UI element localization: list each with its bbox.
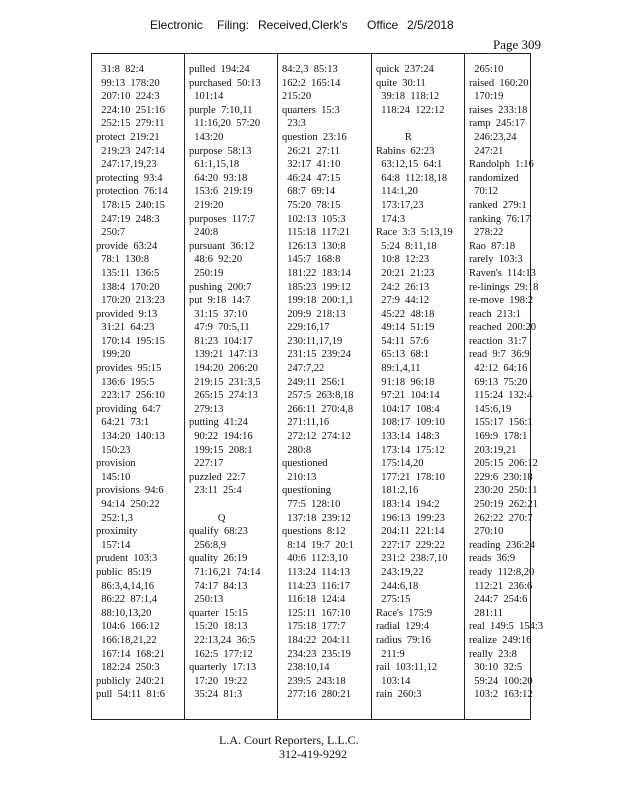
- index-entry: radius 79:16: [376, 634, 431, 646]
- index-entry: reached 200:20: [469, 322, 537, 334]
- index-entry: 219:23 247:14: [96, 145, 165, 157]
- index-entry: 265:10: [469, 64, 504, 75]
- index-entry: 134:20 140:13: [96, 431, 165, 443]
- index-entry: 26:21 27:11: [282, 145, 340, 157]
- index-entry: 115:24 132:4: [469, 390, 533, 402]
- index-entry: quick 237:24: [376, 64, 434, 75]
- index-entry: pulled 194:24: [189, 64, 250, 75]
- index-entry: questions 8:12: [282, 526, 346, 538]
- index-entry: 223:17 256:10: [96, 390, 165, 402]
- index-entry: 249:11 256:1: [282, 376, 346, 388]
- index-entry: 227:17: [189, 458, 224, 470]
- index-entry: 97:21 104:14: [376, 390, 440, 402]
- index-entry: 234:23 235:19: [282, 648, 351, 660]
- index-entry: 65:13 68:1: [376, 349, 430, 361]
- index-entry: 246:23,24: [469, 131, 517, 143]
- index-entry: 99:13 178:20: [96, 77, 160, 89]
- index-entry: 20:21 21:23: [376, 267, 435, 279]
- index-entry: 252:15 279:11: [96, 118, 165, 130]
- index-entry: raises 233:18: [469, 104, 528, 116]
- index-entry: 90:22 194:16: [189, 431, 253, 443]
- index-entry: 244:6,18: [376, 580, 419, 592]
- index-entry: [189, 498, 261, 512]
- index-entry: 205:15 206:12: [469, 458, 538, 470]
- index-entry: 69:13 75:20: [469, 376, 528, 388]
- index-entry: 133:14 148:3: [376, 431, 440, 443]
- index-entry: 162:5 177:12: [189, 648, 253, 660]
- index-entry: 64:8 112:18,18: [376, 172, 448, 184]
- index-entry: 17:20 19:22: [189, 675, 248, 687]
- index-entry: 81:23 104:17: [189, 335, 253, 347]
- index-entry: 61:1,15,18: [189, 159, 240, 171]
- index-entry: 247:17,19,23: [96, 159, 157, 171]
- index-entry: 5:24 8:11,18: [376, 240, 437, 252]
- index-entry: 27:9 44:12: [376, 295, 430, 307]
- index-entry: question 23:16: [282, 131, 347, 143]
- index-entry: 24:2 26:13: [376, 281, 430, 293]
- index-entry: reach 213:1: [469, 308, 521, 320]
- index-entry: 203:19,21: [469, 444, 517, 456]
- header-electronic: Electronic: [150, 18, 203, 32]
- index-entry: 78:1 130:8: [96, 254, 150, 266]
- index-entry: 266:11 270:4,8: [282, 403, 354, 415]
- index-entry: purple 7:10,11: [189, 104, 253, 116]
- index-entry: 211:9: [376, 648, 405, 660]
- index-entry: 88:10,13,20: [96, 607, 152, 619]
- index-entry: purchased 50:13: [189, 77, 261, 89]
- index-entry: 74:17 84:13: [189, 580, 248, 592]
- index-entry: 135:11 136:5: [96, 267, 160, 279]
- index-entry: providing 64:7: [96, 403, 161, 415]
- index-entry: 101:14: [189, 91, 224, 103]
- index-entry: 230:20 250:11: [469, 485, 538, 497]
- index-entry: 209:9 218:13: [282, 308, 346, 320]
- index-entry: read 9:7 36:9: [469, 349, 530, 361]
- index-entry: [376, 117, 453, 131]
- index-entry: 250:13: [189, 594, 224, 606]
- index-entry: 102:13 105:3: [282, 213, 346, 225]
- index-entry: 125:11 167:10: [282, 607, 351, 619]
- index-entry: qualify 68:23: [189, 526, 248, 538]
- index-entry: protect 219:21: [96, 131, 160, 143]
- index-entry: protecting 93:4: [96, 172, 163, 184]
- index-entry: Q: [189, 512, 226, 524]
- index-entry: 272:12 274:12: [282, 431, 351, 443]
- index-entry: 240:8: [189, 227, 219, 239]
- index-entry: 174:3: [376, 213, 406, 225]
- index-entry: 224:10 251:16: [96, 104, 165, 116]
- index-entry: 170:20 213:23: [96, 295, 165, 307]
- index-entry: 183:14 194:2: [376, 499, 440, 510]
- header-office: Office: [367, 18, 399, 32]
- index-entry: 207:10 224:3: [96, 91, 160, 103]
- index-entry: 247:21: [469, 145, 504, 157]
- index-entry: ranked 279:1: [469, 199, 527, 211]
- index-entry: rain 260:3: [376, 689, 422, 701]
- index-entry: puzzled 22:7: [189, 471, 246, 483]
- index-entry: 104:6 166:12: [96, 621, 160, 633]
- index-entry: 68:7 69:14: [282, 186, 336, 198]
- index-entry: purpose 58:13: [189, 145, 252, 157]
- index-entry: 280:8: [282, 444, 312, 456]
- index-entry: 277:16 280:21: [282, 689, 351, 701]
- index-entry: 103:2 163:12: [469, 689, 533, 701]
- index-entry: 11:16,20 57:20: [189, 118, 261, 130]
- index-entry: questioning: [282, 485, 331, 497]
- index-entry: 238:10,14: [282, 662, 330, 674]
- index-entry: 23:3: [282, 118, 306, 130]
- index-column-2: [189, 63, 261, 702]
- index-entry: ranking 76:17: [469, 213, 531, 225]
- index-entry: 162:2 165:14: [282, 77, 341, 89]
- index-entry: 70:12: [469, 186, 499, 198]
- index-entry: 175:14,20: [376, 458, 424, 470]
- index-entry: 54:11 57:6: [376, 335, 429, 347]
- index-entry: 250:7: [96, 227, 126, 239]
- index-entry: re-move 198:2: [469, 295, 534, 307]
- index-entry: 145:7 168:8: [282, 254, 341, 266]
- index-entry: 118:24 122:12: [376, 104, 445, 116]
- index-entry: 182:24 250:3: [96, 662, 160, 674]
- index-entry: 35:24 81:3: [189, 689, 243, 701]
- index-entry: 22:13,24 36:5: [189, 634, 256, 646]
- index-entry: 47:9 70:5,11: [189, 322, 250, 334]
- index-entry: 210:13: [282, 471, 317, 483]
- index-entry: reading 236:24: [469, 539, 535, 551]
- index-entry: 166:18,21,22: [96, 634, 157, 646]
- column-divider: [184, 53, 185, 720]
- index-entry: 139:21 147:13: [189, 349, 258, 361]
- index-entry: provides 95:15: [96, 363, 162, 375]
- index-entry: put 9:18 14:7: [189, 295, 251, 307]
- index-entry: 170:14 195:15: [96, 335, 165, 347]
- index-entry: 137:18 239:12: [282, 512, 351, 524]
- index-entry: Rabins 62:23: [376, 145, 435, 157]
- index-entry: 64:21 73:1: [96, 417, 150, 429]
- index-entry: 219:15 231:3,5: [189, 376, 261, 388]
- index-entry: protection 76:14: [96, 186, 168, 198]
- index-entry: 227:17 229:22: [376, 539, 445, 551]
- footer-phone: 312-419-9292: [279, 747, 347, 761]
- index-entry: 75:20 78:15: [282, 199, 341, 211]
- index-entry: R: [376, 131, 412, 143]
- index-entry: raised 160:20: [469, 77, 529, 89]
- column-divider: [371, 53, 372, 720]
- index-entry: realize 249:16: [469, 634, 532, 646]
- index-entry: 46:24 47:15: [282, 172, 341, 184]
- index-entry: 64:20 93:18: [189, 172, 248, 184]
- index-entry: 247:19 248:3: [96, 213, 160, 225]
- index-entry: 49:14 51:19: [376, 322, 435, 334]
- index-entry: 136:6 195:5: [96, 376, 155, 388]
- index-entry: 89:1,4,11: [376, 363, 421, 375]
- index-entry: 173:14 175:12: [376, 444, 445, 456]
- index-entry: 94:14 250:22: [96, 499, 160, 510]
- index-entry: 215:20: [282, 91, 312, 103]
- index-entry: 181:2,16: [376, 485, 419, 497]
- index-entry: 126:13 130:8: [282, 240, 346, 252]
- index-entry: reads 36:9: [469, 553, 516, 565]
- index-entry: 108:17 109:10: [376, 417, 445, 429]
- index-entry: rail 103:11,12: [376, 662, 438, 674]
- index-entry: 265:15 274:13: [189, 390, 258, 402]
- index-entry: 10:8 12:23: [376, 254, 430, 266]
- index-entry: questioned: [282, 458, 328, 470]
- index-entry: 155:17 156:1: [469, 417, 533, 429]
- index-entry: 175:18 177:7: [282, 621, 346, 633]
- index-entry: 71:16,21 74:14: [189, 566, 261, 578]
- index-entry: 113:24 114:13: [282, 566, 351, 578]
- header-date: 2/5/2018: [407, 18, 454, 32]
- index-entry: 173:17,23: [376, 199, 424, 211]
- index-entry: quarter 15:15: [189, 607, 248, 619]
- index-entry: 278:22: [469, 227, 504, 239]
- index-entry: 84:2,3 85:13: [282, 64, 338, 75]
- index-entry: 45:22 48:18: [376, 308, 435, 320]
- index-entry: purposes 117:7: [189, 213, 256, 225]
- index-entry: 169:9 178:1: [469, 431, 528, 443]
- page-number: Page 309: [493, 37, 542, 52]
- index-entry: putting 41:24: [189, 417, 248, 429]
- index-entry: 143:20: [189, 131, 224, 143]
- index-entry: 196:13 199:23: [376, 512, 445, 524]
- index-entry: 63:12,15 64:1: [376, 159, 443, 171]
- index-entry: 219:20: [189, 199, 224, 211]
- index-entry: 231:15 239:24: [282, 349, 351, 361]
- index-entry: rarely 103:3: [469, 254, 523, 266]
- index-entry: 145:10: [96, 471, 131, 483]
- index-entry: 167:14 168:21: [96, 648, 165, 660]
- index-entry: 39:18 118:12: [376, 91, 440, 103]
- index-entry: 170:19: [469, 91, 504, 103]
- index-entry: 184:22 204:11: [282, 634, 351, 646]
- index-entry: provided 9:13: [96, 308, 158, 320]
- index-entry: 153:6 219:19: [189, 186, 253, 198]
- index-entry: 31:15 37:10: [189, 308, 248, 320]
- index-entry: 250:19: [189, 267, 224, 279]
- index-entry: Rao 87:18: [469, 240, 516, 252]
- index-entry: 59:24 100:20: [469, 675, 533, 687]
- index-entry: quarters 15:3: [282, 104, 340, 116]
- index-entry: 262:22 270:7: [469, 512, 533, 524]
- index-entry: 138:4 170:20: [96, 281, 160, 293]
- index-entry: 231:2 238:7,10: [376, 553, 448, 565]
- index-column-3: [282, 63, 354, 702]
- index-entry: 48:6 92:20: [189, 254, 243, 266]
- index-entry: ready 112:8,20: [469, 566, 535, 578]
- index-entry: public 85:19: [96, 566, 152, 578]
- index-entry: Race's 175:9: [376, 607, 433, 619]
- index-entry: quality 26:19: [189, 553, 248, 565]
- index-entry: 150:23: [96, 444, 131, 456]
- index-entry: ramp 245:17: [469, 118, 525, 130]
- index-entry: 145:6,19: [469, 403, 512, 415]
- index-entry: 114:1,20: [376, 186, 418, 198]
- index-entry: 239:5 243:18: [282, 675, 346, 687]
- index-entry: 270:10: [469, 526, 504, 538]
- index-entry: 279:13: [189, 403, 224, 415]
- index-entry: 116:18 124:4: [282, 594, 346, 606]
- index-entry: 104:17 108:4: [376, 403, 440, 415]
- index-entry: 86:3,4,14,16: [96, 580, 155, 592]
- index-entry: Race 3:3 5:13,19: [376, 227, 453, 239]
- footer-company: L.A. Court Reporters, L.L.C.: [219, 733, 359, 747]
- index-entry: provisions 94:6: [96, 485, 164, 497]
- index-entry: re-linings 29:18: [469, 281, 539, 293]
- index-entry: 199:20: [96, 349, 131, 361]
- index-entry: 115:18 117:21: [282, 227, 351, 239]
- index-column-5: [469, 63, 543, 702]
- index-entry: 247:7,22: [282, 363, 325, 375]
- index-entry: 23:11 25:4: [189, 485, 242, 497]
- index-entry: quite 30:11: [376, 77, 426, 89]
- index-entry: really 23:8: [469, 648, 517, 660]
- index-entry: prudent 103:3: [96, 553, 158, 565]
- index-entry: pull 54:11 81:6: [96, 689, 166, 701]
- index-entry: 103:14: [376, 675, 411, 687]
- index-entry: 244:7 254:6: [469, 594, 528, 606]
- index-entry: 15:20 18:13: [189, 621, 248, 633]
- index-entry: quarterly 17:13: [189, 662, 257, 674]
- index-entry: Randolph 1:16: [469, 159, 534, 171]
- index-entry: 271:11,16: [282, 417, 330, 429]
- index-entry: provide 63:24: [96, 240, 158, 252]
- index-entry: pushing 200:7: [189, 281, 252, 293]
- index-entry: 86:22 87:1,4: [96, 594, 157, 606]
- index-entry: 30:10 32:5: [469, 662, 523, 674]
- index-entry: Raven's 114:13: [469, 267, 536, 279]
- column-divider: [464, 53, 465, 720]
- index-entry: 243:19,22: [376, 566, 424, 578]
- index-entry: 185:23 199:12: [282, 281, 351, 293]
- index-entry: 256:8,9: [189, 539, 227, 551]
- index-entry: 157:14: [96, 539, 131, 551]
- index-entry: 31:21 64:23: [96, 322, 155, 334]
- index-entry: 77:5 128:10: [282, 499, 341, 510]
- index-entry: 181:22 183:14: [282, 267, 351, 279]
- index-entry: randomized: [469, 172, 519, 184]
- index-entry: 178:15 240:15: [96, 199, 165, 211]
- index-entry: 114:23 116:17: [282, 580, 351, 592]
- index-entry: 42:12 64:16: [469, 363, 528, 375]
- column-divider: [277, 53, 278, 720]
- index-entry: 230:11,17,19: [282, 335, 343, 347]
- index-entry: proximity: [96, 526, 138, 538]
- index-entry: 91:18 96:18: [376, 376, 435, 388]
- index-entry: 199:15 208:1: [189, 444, 253, 456]
- index-entry: 281:11: [469, 607, 504, 619]
- index-entry: 199:18 200:1,1: [282, 295, 354, 307]
- index-entry: reaction 31:7: [469, 335, 527, 347]
- index-entry: 112:21 236:6: [469, 580, 533, 592]
- index-entry: provision: [96, 458, 136, 470]
- index-entry: radial 129:4: [376, 621, 430, 633]
- index-entry: 257:5 263:8,18: [282, 390, 354, 402]
- index-entry: 250:19 262:21: [469, 499, 538, 510]
- index-entry: 8:14 19:7 20:1: [282, 539, 354, 551]
- index-entry: real 149:5 154:3: [469, 621, 544, 633]
- index-entry: publicly 240:21: [96, 675, 165, 687]
- index-entry: 194:20 206:20: [189, 363, 258, 375]
- header-filing: Filing:: [217, 18, 250, 32]
- index-entry: 31:8 82:4: [96, 64, 144, 75]
- index-entry: pursuant 36:12: [189, 240, 255, 252]
- index-entry: 32:17 41:10: [282, 159, 341, 171]
- index-entry: 177:21 178:10: [376, 471, 445, 483]
- index-column-4: [376, 63, 453, 702]
- index-entry: 252:1,3: [96, 512, 134, 524]
- header-received: Received,Clerk's: [258, 18, 348, 32]
- index-column-1: [96, 63, 168, 702]
- index-entry: 229:16,17: [282, 322, 330, 334]
- index-entry: 229:6 230:18: [469, 471, 533, 483]
- index-entry: 204:11 221:14: [376, 526, 445, 538]
- index-entry: 40:6 112:3,10: [282, 553, 348, 565]
- index-entry: 275:15: [376, 594, 411, 606]
